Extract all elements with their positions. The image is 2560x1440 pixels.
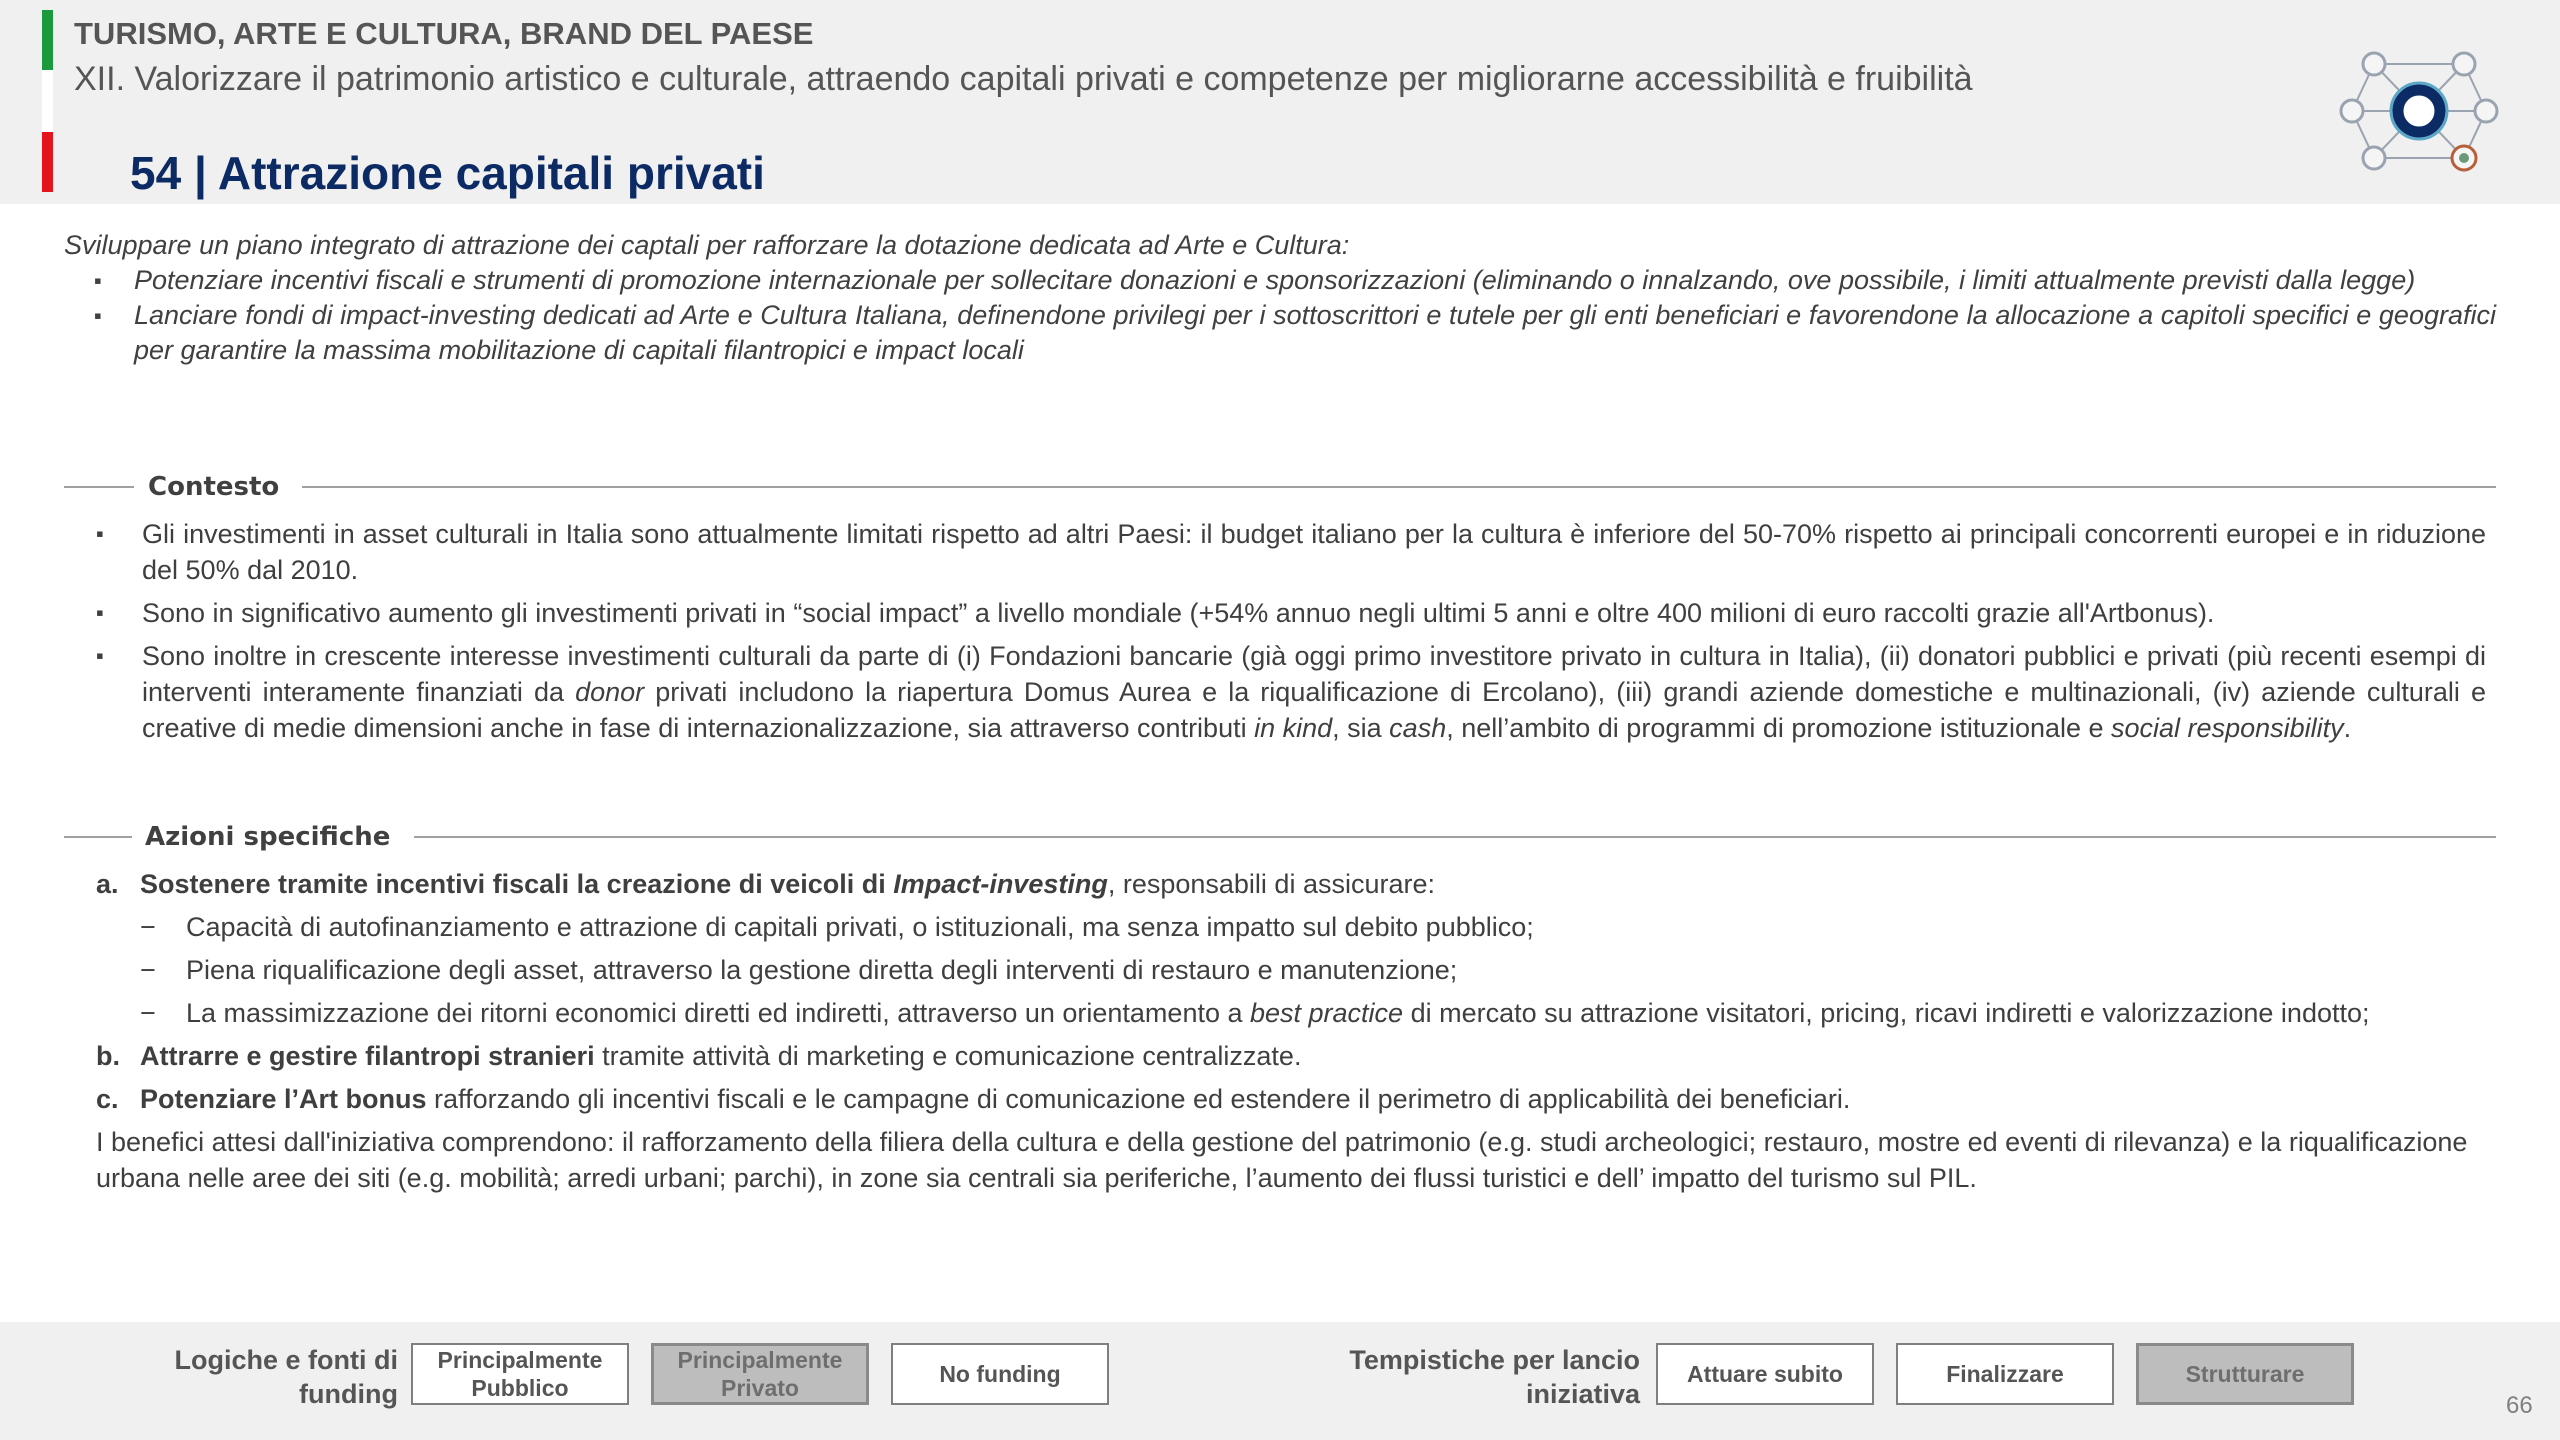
funding-label-line: funding — [299, 1379, 398, 1409]
azione-sub-item — [96, 995, 2490, 1031]
funding-option-pubblico — [411, 1343, 629, 1405]
timing-option-finalizzare: Finalizzare — [1896, 1343, 2114, 1405]
text-span: La massimizzazione dei ritorni economici diretti ed indiretti, attraverso un orientamento a — [186, 998, 1250, 1028]
azione-letter: a. — [96, 869, 119, 899]
text-span: . — [2343, 713, 2352, 743]
flag-white-stripe — [42, 70, 53, 132]
text-italic: best practice — [1250, 998, 1404, 1028]
azioni-block — [96, 866, 2490, 1196]
contesto-bullet: ▪ Sono in significativo aumento gli investimenti privati in “social impact” a livello mondiale (+54% annuo negli ultimi 5 anni e oltre 400 milioni di euro raccolti grazie all'Artbonus). — [96, 595, 2486, 631]
azione-bold: Sostenere tramite incentivi fiscali la creazione di veicoli di — [140, 869, 894, 899]
option-line: Principalmente — [437, 1347, 603, 1373]
subtitle: XII. Valorizzare il patrimonio artistico e culturale, attraendo capitali privati e competenze per migliorarne accessibilità e fruibilità — [74, 60, 1973, 98]
azione-c — [96, 1081, 2490, 1117]
azione-bold: Potenziare l’Art bonus — [140, 1084, 427, 1114]
contesto-section-header — [64, 472, 2496, 502]
text-italic: donor — [575, 677, 645, 707]
azione-letter: b. — [96, 1041, 120, 1071]
text-span: di mercato su attrazione visitatori, pricing, ricavi indiretti e valorizzazione indotto; — [1403, 998, 2370, 1028]
divider-line — [302, 486, 2496, 488]
azione-a — [96, 866, 2490, 902]
timing-label-line: iniziativa — [1525, 1379, 1640, 1409]
funding-option-privato-selected — [651, 1343, 869, 1405]
intro-lead: Sviluppare un piano integrato di attrazione dei captali per rafforzare la dotazione dedicata ad Arte e Cultura: — [64, 230, 1350, 260]
section-title: TURISMO, ARTE E CULTURA, BRAND DEL PAESE — [74, 16, 814, 51]
azione-sub-item: − Piena riqualificazione degli asset, attraverso la gestione diretta degli interventi di restauro e manutenzione; — [96, 952, 2490, 988]
azione-sub-item: − Capacità di autofinanziamento e attrazione di capitali privati, o istituzionali, ma senza impatto sul debito pubblico; — [96, 909, 2490, 945]
azione-text: tramite attività di marketing e comunicazione centralizzate. — [594, 1041, 1302, 1071]
contesto-heading: Contesto — [148, 472, 280, 502]
azione-letter: c. — [96, 1084, 119, 1114]
contesto-bullet: ▪ Gli investimenti in asset culturali in Italia sono attualmente limitati rispetto ad altri Paesi: il budget italiano per la cultura è inferiore del 50-70% rispetto ai principali concorrenti europei e in riduzione del 50% dal 2010. — [96, 516, 2486, 588]
text-italic: in kind — [1254, 713, 1333, 743]
timing-label — [1300, 1343, 1640, 1411]
azione-text: rafforzando gli incentivi fiscali e le campagne di comunicazione ed estendere il perimetro di applicabilità dei beneficiari. — [426, 1084, 1851, 1114]
intro-bullet: ▪ Potenziare incentivi fiscali e strumenti di promozione internazionale per sollecitare donazioni e sponsorizzazioni (eliminando o innalzando, ove possibile, i limiti attualmente previsti dalla legge) — [64, 263, 2496, 298]
text-italic: cash — [1389, 713, 1447, 743]
azioni-section-header — [64, 822, 2496, 852]
text-span: Sono inoltre in crescente interesse investimenti culturali da parte di (i) Fondazioni bancarie (già oggi primo investitore privato in cultura in Italia), (ii) donatori pubblici e privati (più recenti esempi di interventi interamente finanziati da — [142, 641, 2486, 707]
intro-bullet: ▪ Lanciare fondi di impact-investing dedicati ad Arte e Cultura Italiana, definendone privilegi per i sottoscrittori e tutele per gli enti beneficiari e favorendone la allocazione a capitoli specifici e geografici per garantire la massima mobilitazione di capitali filantropici e impact locali — [64, 298, 2496, 368]
funding-label-line: Logiche e fonti di — [174, 1345, 398, 1375]
page-title: 54 | Attrazione capitali privati — [130, 147, 765, 199]
contesto-bullet — [96, 638, 2486, 746]
azioni-heading: Azioni specifiche — [145, 822, 391, 852]
timing-label-line: Tempistiche per lancio — [1349, 1345, 1640, 1375]
divider-line — [64, 836, 132, 838]
intro-bullet-list — [64, 263, 2496, 368]
funding-label — [110, 1343, 398, 1411]
text-span: privati includono la riapertura Domus Aurea e la riqualificazione di Ercolano), (iii) grandi aziende domestiche e multinazionali, (iv) aziende culturali e creative di medie dimensioni anche in fase di internazionalizzazione, sia attraverso contributi — [142, 677, 2486, 743]
option-line: Principalmente — [677, 1347, 843, 1373]
benefici-paragraph: I benefici attesi dall'iniziativa comprendono: il rafforzamento della filiera della cultura e della gestione del patrimonio (e.g. studi archeologici; restauro, mostre ed eventi di rilevanza) e la riqualificazione urbana nelle aree dei siti (e.g. mobilità; arredi urbani; parchi), in zone sia centrali sia periferiche, l’aumento dei flussi turistici e dell’ impatto del turismo sul PIL. — [96, 1127, 2468, 1193]
text-span: , nell’ambito di programmi di promozione istituzionale e — [1446, 713, 2112, 743]
network-logo-icon — [2336, 46, 2502, 176]
timing-option-strutturare-selected: Strutturare — [2136, 1343, 2354, 1405]
azione-bold-italic: Impact-investing — [893, 869, 1108, 899]
flag-green-stripe — [42, 10, 53, 70]
azione-b — [96, 1038, 2490, 1074]
timing-option-attuare-subito: Attuare subito — [1656, 1343, 1874, 1405]
divider-line — [64, 486, 134, 488]
azione-bold: Attrarre e gestire filantropi stranieri — [140, 1041, 595, 1071]
text-italic: social responsibility — [2111, 713, 2344, 743]
text-span: , sia — [1332, 713, 1390, 743]
azione-text: , responsabili di assicurare: — [1107, 869, 1435, 899]
option-line: Pubblico — [471, 1375, 569, 1401]
funding-option-no-funding: No funding — [891, 1343, 1109, 1405]
page-number: 66 — [2506, 1392, 2533, 1419]
option-line: Privato — [721, 1375, 799, 1401]
azione-a-sublist — [96, 909, 2490, 1031]
divider-line — [414, 836, 2496, 838]
contesto-list — [96, 516, 2486, 753]
flag-red-stripe — [42, 132, 53, 192]
intro-block — [64, 228, 2496, 368]
